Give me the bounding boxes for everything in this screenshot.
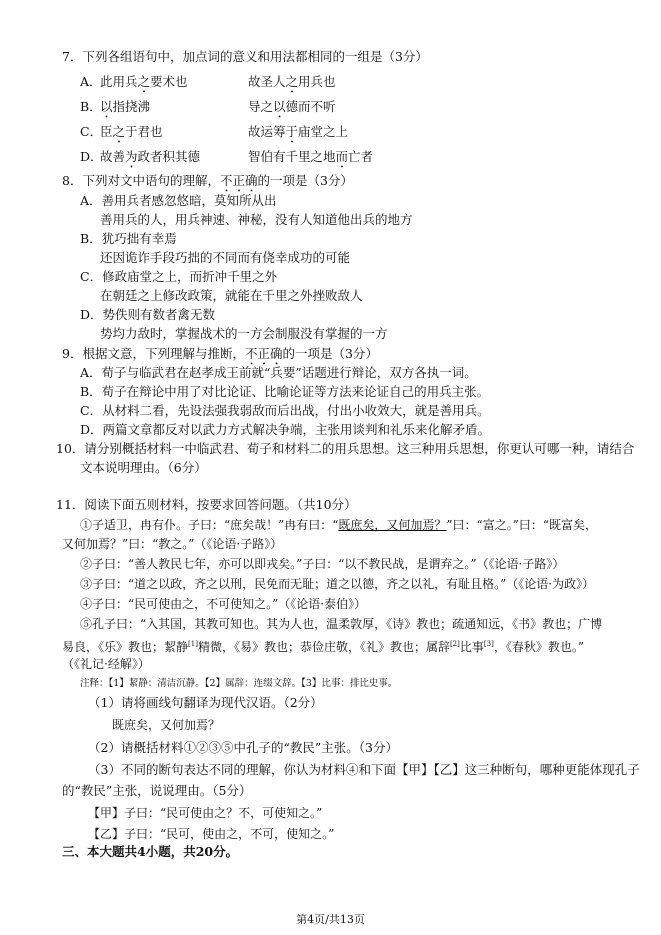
q11-sub1-quote: 既庶矣，又何加焉？ bbox=[112, 718, 221, 732]
q7-option-c-label: C． bbox=[80, 124, 103, 139]
q11-sub3-line1: （3）不同的断句表达不同的理解，你认为材料④和下面【甲】【乙】这三种断句，哪种更能体现孔子 bbox=[88, 762, 640, 777]
q9-option-c: C．从材料二看，先设法强我弱敌而后出战，付出小收效大，就是善用兵。 bbox=[80, 403, 490, 418]
q8-option-d-explain: 势均力敌时，掌握战术的一方会制服没有掌握的一方 bbox=[100, 326, 388, 341]
q7-option-d-left: 故善为政者积其德 bbox=[100, 149, 201, 164]
q8-option-b: B．犹巧拙有幸焉 bbox=[80, 231, 177, 246]
q11-option-yi: 【乙】子曰：“民可，使由之，不可，使知之。” bbox=[88, 827, 335, 841]
q11-material-1: ①子适卫，冉有仆。子曰：“庶矣哉！”冉有曰：“既庶矣，又何加焉？”曰：“富之。”曰：“既富矣， bbox=[80, 518, 597, 532]
q7-option-a-left: 此用兵之要术也 bbox=[100, 74, 188, 89]
q9-option-a: A．荀子与临武君在赵孝成王前就“兵要”话题进行辩论，双方各执一词。 bbox=[80, 365, 477, 380]
q8-stem: 8．下列对文中语句的理解，不正确的一项是（3分） bbox=[62, 173, 353, 188]
q9-option-b: B．荀子在辩论中用了对比论证、比喻论证等方法来论证自己的用兵主张。 bbox=[80, 384, 490, 399]
q11-annotation: 注释：【1】絜静：清洁沉静。【2】属辞：连缀文辞。【3】比事：排比史事。 bbox=[80, 678, 398, 689]
q7-option-d-label: D． bbox=[80, 149, 103, 164]
q7-option-b-left: 以指挠沸 bbox=[100, 99, 151, 114]
q11-option-jia: 【甲】子曰：“民可使由之？不，可使知之。” bbox=[88, 806, 323, 820]
q11-stem: 11．阅读下面五则材料，按要求回答问题。（共10分） bbox=[56, 497, 357, 512]
q7-option-c-right: 故运筹于庙堂之上 bbox=[248, 124, 349, 139]
q10-line1: 10．请分别概括材料一中临武君、荀子和材料二的用兵思想。这三种用兵思想，你更认可哪一种，请结合 bbox=[56, 441, 635, 456]
q8-option-d: D．势佚则有数者禽无数 bbox=[80, 307, 216, 322]
page-number: 第4页/共13页 bbox=[296, 913, 365, 926]
section-3-heading: 三、本大题共4小题，共20分。 bbox=[62, 844, 239, 859]
q7-option-c-left: 臣之于君也 bbox=[100, 124, 163, 139]
q11-material-1-cont: 又何加焉？”曰：“教之。”（《论语·子路》） bbox=[62, 537, 283, 551]
q11-material-2: ②子曰：“善人教民七年，亦可以即戎矣。”子曰：“以不教民战，是谓弃之。”（《论语·子路》） bbox=[80, 557, 565, 571]
q7-option-a-label: A． bbox=[80, 74, 102, 89]
q11-material-5: ⑤孔子曰：“入其国，其教可知也。其为人也，温柔敦厚，《诗》教也；疏通知远，《书》教也；广博 bbox=[80, 617, 603, 631]
q8-option-a: A．善用兵者感忽悠暗，莫知所从出 bbox=[80, 193, 277, 208]
q7-option-a-right: 故圣人之用兵也 bbox=[248, 74, 336, 89]
q8-option-c: C．修政庙堂之上，而折冲千里之外 bbox=[80, 269, 278, 284]
q7-option-b-label: B． bbox=[80, 99, 102, 114]
q10-line2: 文本说明理由。（6分） bbox=[80, 460, 207, 475]
q9-option-d: D．两篇文章都反对以武力方式解决争端，主张用谈判和礼乐来化解矛盾。 bbox=[80, 422, 491, 437]
q11-material-5-source: （《礼记·经解》） bbox=[62, 657, 150, 671]
q7-option-b-right: 导之以德而不听 bbox=[248, 99, 336, 114]
q11-material-5-cont: 易良，《乐》教也；絜静[1]精微，《易》教也；恭俭庄敬，《礼》教也；属辞[2]比事[3]，《春秋》教也。” bbox=[62, 640, 584, 654]
q7-option-d-right: 智伯有千里之地而亡者 bbox=[248, 149, 374, 164]
q7-stem: 7．下列各组语句中，加点词的意义和用法都相同的一组是（3分） bbox=[62, 49, 428, 64]
q9-stem: 9．根据文意，下列理解与推断，不正确的一项是（3分） bbox=[62, 346, 378, 361]
q11-sub1: （1）请将画线句翻译为现代汉语。（2分） bbox=[88, 695, 323, 710]
q8-option-a-explain: 善用兵的人，用兵神速、神秘，没有人知道他出兵的地方 bbox=[100, 212, 413, 227]
q8-option-c-explain: 在朝廷之上修改政策，就能在千里之外挫败敌人 bbox=[100, 288, 363, 303]
q11-sub2: （2）请概括材料①②③⑤中孔子的“教民”主张。（3分） bbox=[88, 740, 398, 755]
q11-material-3: ③子曰：“道之以政，齐之以刑，民免而无耻；道之以德，齐之以礼，有耻且格。”（《论语·为政》） bbox=[80, 577, 595, 591]
q8-option-b-explain: 还因诡诈手段巧拙的不同而有侥幸成功的可能 bbox=[100, 250, 351, 265]
q11-sub3-line2: 的“教民”主张，说说理由。（5分） bbox=[62, 783, 252, 798]
q11-material-4: ④子曰：“民可使由之，不可使知之。”（《论语·泰伯》） bbox=[80, 597, 367, 611]
